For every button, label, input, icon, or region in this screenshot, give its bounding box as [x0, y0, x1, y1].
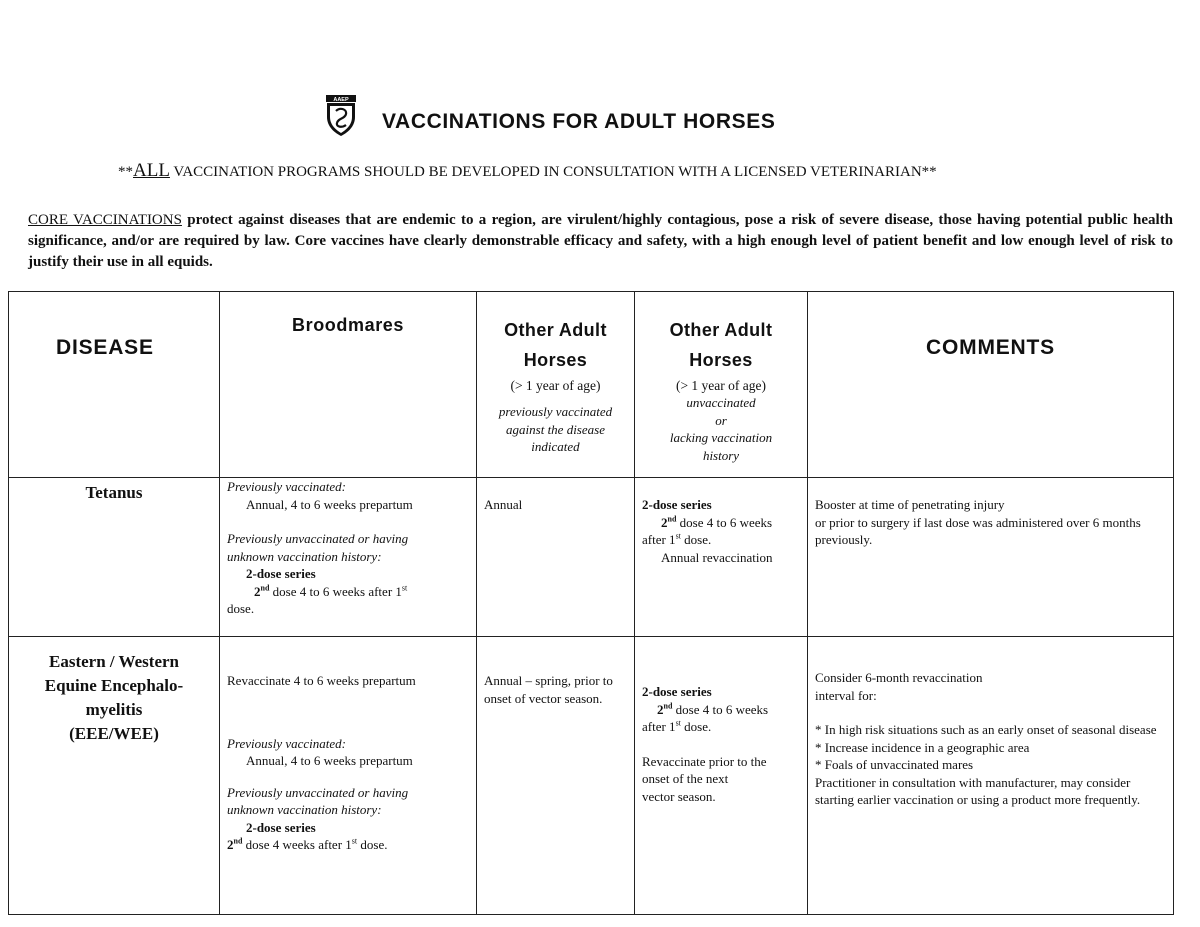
unvacc-after: after 1: [642, 532, 676, 547]
unvacc-after-end: dose.: [680, 532, 712, 547]
brood-dose-line: 2nd dose 4 weeks after 1st dose.: [227, 836, 388, 852]
table-row: [9, 637, 1174, 915]
disease-cell: [9, 637, 220, 915]
brood-dose-text: dose 4 to 6 weeks after 1: [269, 583, 402, 599]
intro-lead: CORE VACCINATIONS: [28, 212, 182, 228]
unvacc-after-end: dose.: [680, 719, 712, 734]
disease-name-line-4: (EEE/WEE): [69, 724, 159, 743]
comment-line-4: * Increase incidence in a geographic area: [815, 739, 1030, 755]
unvacc-dose-line: 2nd dose 4 to 6 weeks: [661, 514, 773, 530]
unvacc-dose-text: dose 4 to 6 weeks: [676, 514, 773, 530]
unvacc-revaccinate-3: vector season.: [642, 788, 716, 804]
brood-prev-text: Annual, 4 to 6 weeks prepartum: [246, 496, 413, 512]
disease-name-line-2: Equine Encephalo-: [44, 676, 184, 695]
brood-unvacc-label-2: unknown vaccination history:: [227, 802, 382, 817]
unvacc-after-sup-st: st: [675, 718, 681, 728]
unvacc-annual: Annual revaccination: [661, 549, 773, 565]
header-disease: DISEASE: [9, 292, 220, 478]
header-other-unvacc-title-2: Horses: [689, 350, 753, 370]
header-other-unvacc-note-1: unvaccinated: [686, 395, 756, 410]
header-other-unvacc-age: (> 1 year of age): [675, 378, 767, 393]
intro-text: protect against diseases that are endemic to a region, are virulent/highly contagious, pose a risk of severe disease, those having potential public health significance, and/or are required by law. Core vaccines have clearly demonstrable efficacy and safety, with a high enough level of patient benefit and low enough level of risk to justify their use in all equids.: [28, 212, 1174, 270]
broodmares-cell: [220, 478, 477, 637]
page-title: VACCINATIONS FOR ADULT HORSES: [382, 110, 776, 133]
brood-dose-sup-nd: nd: [260, 583, 270, 593]
logo-text: AAEP: [333, 96, 349, 103]
header-other-unvacc-note-4: history: [702, 447, 740, 463]
subtitle: [118, 160, 937, 182]
header-other-unvacc-note-3: lacking vaccination: [669, 430, 773, 445]
comment-line-5: * Foals of unvaccinated mares: [815, 757, 974, 772]
brood-unvacc-label-1: Previously unvaccinated or having: [227, 784, 409, 800]
header-other-vacc-note-1: previously vaccinated: [498, 404, 613, 419]
comment-line-6: Practitioner in consultation with manufacturer, may consider starting earlier vaccination or using a product more frequently.: [815, 774, 1141, 807]
header-other-vacc-note-3: indicated: [531, 439, 580, 454]
brood-series: 2-dose series: [246, 819, 316, 835]
header-other-vacc-title-1: Other Adult: [504, 320, 607, 340]
brood-dose-end: dose.: [357, 837, 388, 852]
brood-dose-text: dose 4 weeks after 1: [242, 837, 352, 852]
brood-dose-sup-nd: nd: [233, 836, 243, 846]
header-other-vaccinated: [477, 292, 635, 478]
other-vacc-text: Annual: [484, 497, 523, 512]
unvacc-dose-line: 2nd dose 4 to 6 weeks: [657, 701, 769, 717]
comment-line-1: Consider 6-month revaccination: [815, 670, 983, 685]
unvacc-series: 2-dose series: [642, 684, 712, 699]
brood-prev-label: Previously vaccinated:: [227, 479, 346, 494]
other-vacc-text: Annual – spring, prior to onset of vector season.: [484, 673, 613, 706]
header-other-vacc-title-2: Horses: [523, 350, 588, 370]
unvacc-after-line: [642, 718, 807, 736]
unvacc-dose-text: dose 4 to 6 weeks: [672, 701, 769, 717]
table-header-row: [9, 292, 1174, 478]
subtitle-prefix: **: [118, 164, 133, 180]
header-other-vacc-note-2: against the disease: [506, 421, 605, 437]
brood-prev-label: Previously vaccinated:: [227, 735, 346, 751]
comment-line-1: Booster at time of penetrating injury: [815, 497, 1005, 512]
table-row: [9, 478, 1174, 637]
other-vaccinated-cell: [477, 637, 635, 915]
header-broodmares: Broodmares: [220, 292, 477, 478]
brood-dose-end: dose.: [227, 601, 255, 616]
header-other-unvacc-note-2: or: [715, 412, 727, 428]
comments-cell: [808, 478, 1174, 637]
unvacc-after-sup-st: st: [675, 531, 681, 541]
header-other-vacc-age: (> 1 year of age): [510, 378, 601, 393]
brood-dose-sup-st: st: [351, 836, 358, 846]
unvacc-series: 2-dose series: [642, 497, 712, 512]
header-comments: COMMENTS: [808, 292, 1174, 478]
unvacc-dose-sup-nd: nd: [667, 514, 677, 524]
other-unvaccinated-cell: [635, 478, 808, 637]
comment-line-3: * In high risk situations such as an early onset of seasonal disease: [815, 722, 1157, 737]
brood-unvacc-label-1: Previously unvaccinated or having: [227, 531, 409, 546]
unvacc-after: after 1: [642, 719, 676, 734]
disease-name-line-1: Eastern / Western: [48, 652, 179, 671]
header-other-unvaccinated: [635, 292, 808, 478]
brood-revaccinate: Revaccinate 4 to 6 weeks prepartum: [227, 673, 416, 688]
brood-unvacc-label-2: unknown vaccination history:: [227, 548, 382, 564]
brood-dose-line: 2nd dose 4 to 6 weeks after 1st: [254, 583, 408, 599]
unvacc-after-line: [642, 531, 807, 549]
core-vaccinations-intro: [28, 210, 1173, 273]
subtitle-rest: VACCINATION PROGRAMS SHOULD BE DEVELOPED IN CONSULTATION WITH A LICENSED VETERINARIAN**: [169, 164, 937, 180]
header-other-unvacc-title-1: Other Adult: [669, 320, 773, 340]
vaccination-table: [8, 291, 1174, 915]
disease-name: Tetanus: [85, 483, 143, 502]
disease-cell: [9, 478, 220, 637]
unvacc-dose-sup-nd: nd: [663, 701, 673, 711]
other-unvaccinated-cell: [635, 637, 808, 915]
unvacc-revaccinate-2: onset of the next: [642, 771, 729, 786]
unvacc-revaccinate-1: Revaccinate prior to the: [642, 753, 767, 769]
comment-line-2: or prior to surgery if last dose was administered over 6 months previously.: [815, 514, 1141, 547]
brood-prev-text: Annual, 4 to 6 weeks prepartum: [246, 753, 413, 768]
aaep-logo-icon: [323, 95, 359, 137]
disease-name-line-3: myelitis: [85, 700, 143, 719]
comment-line-2: interval for:: [815, 687, 877, 703]
other-vaccinated-cell: [477, 478, 635, 637]
subtitle-all: ALL: [133, 160, 170, 181]
brood-dose-sup-st: st: [401, 583, 408, 593]
brood-series: 2-dose series: [246, 566, 316, 581]
broodmares-cell: [220, 637, 477, 915]
comments-cell: [808, 637, 1174, 915]
